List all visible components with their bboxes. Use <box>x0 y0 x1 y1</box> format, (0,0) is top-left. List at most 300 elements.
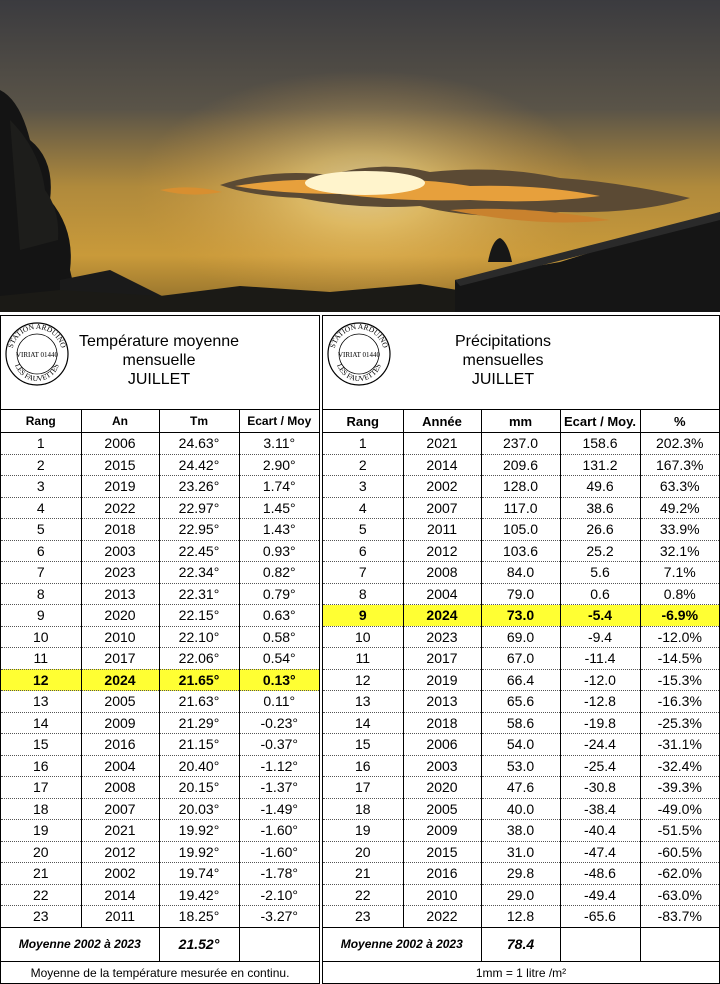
deviation-cell: -0.23° <box>239 712 319 734</box>
mm-cell: 105.0 <box>481 519 560 541</box>
percent-cell: -14.5% <box>640 648 719 670</box>
rank-cell: 17 <box>1 777 81 799</box>
percent-cell: -32.4% <box>640 755 719 777</box>
table-row <box>323 433 719 455</box>
deviation-cell: -1.60° <box>239 820 319 842</box>
deviation-cell: 3.11° <box>239 433 319 455</box>
deviation-cell: -5.4 <box>560 605 640 627</box>
table-row <box>323 454 719 476</box>
table-row <box>323 562 719 584</box>
table-row <box>323 669 719 691</box>
year-cell: 2015 <box>81 454 159 476</box>
tm-cell: 22.10° <box>159 626 239 648</box>
deviation-cell: 0.54° <box>239 648 319 670</box>
rank-cell: 13 <box>1 691 81 713</box>
table-row <box>1 863 319 885</box>
year-cell: 2008 <box>81 777 159 799</box>
deviation-cell: -48.6 <box>560 863 640 885</box>
station-stamp-logo <box>3 320 71 388</box>
table-row <box>1 626 319 648</box>
deviation-cell: -0.37° <box>239 734 319 756</box>
table-row <box>1 691 319 713</box>
year-cell: 2022 <box>81 497 159 519</box>
deviation-cell: -40.4 <box>560 820 640 842</box>
highlighted-table-row <box>323 605 719 627</box>
rank-cell: 23 <box>1 906 81 928</box>
rank-cell: 19 <box>323 820 403 842</box>
rank-cell: 21 <box>1 863 81 885</box>
deviation-cell: -12.0 <box>560 669 640 691</box>
year-cell: 2016 <box>81 734 159 756</box>
percent-cell: -62.0% <box>640 863 719 885</box>
table-row <box>323 476 719 498</box>
rank-cell: 17 <box>323 777 403 799</box>
deviation-cell: 1.74° <box>239 476 319 498</box>
table-row <box>323 777 719 799</box>
station-stamp-logo <box>325 320 393 388</box>
mm-cell: 29.0 <box>481 884 560 906</box>
tm-cell: 20.40° <box>159 755 239 777</box>
percent-cell: -83.7% <box>640 906 719 928</box>
tm-cell: 21.29° <box>159 712 239 734</box>
mm-cell: 128.0 <box>481 476 560 498</box>
mm-cell: 69.0 <box>481 626 560 648</box>
tm-cell: 21.63° <box>159 691 239 713</box>
deviation-cell: -25.4 <box>560 755 640 777</box>
table-row <box>323 841 719 863</box>
rank-cell: 12 <box>1 669 81 691</box>
deviation-cell: 2.90° <box>239 454 319 476</box>
deviation-cell: -11.4 <box>560 648 640 670</box>
deviation-cell: -1.60° <box>239 841 319 863</box>
tm-cell: 21.65° <box>159 669 239 691</box>
svg-text:LES FAUVETTES: LES FAUVETTES <box>13 362 61 384</box>
rank-cell: 9 <box>323 605 403 627</box>
table-row <box>1 454 319 476</box>
year-cell: 2021 <box>81 820 159 842</box>
year-cell: 2020 <box>403 777 481 799</box>
table-row <box>1 583 319 605</box>
tm-cell: 19.74° <box>159 863 239 885</box>
table-row <box>323 691 719 713</box>
rank-cell: 7 <box>1 562 81 584</box>
rank-cell: 22 <box>323 884 403 906</box>
mm-cell: 117.0 <box>481 497 560 519</box>
table-row <box>323 734 719 756</box>
rank-cell: 15 <box>323 734 403 756</box>
percent-cell: 49.2% <box>640 497 719 519</box>
deviation-cell: 26.6 <box>560 519 640 541</box>
average-value: 21.52° <box>159 927 239 961</box>
temperature-average-row <box>1 927 319 961</box>
precipitation-table <box>323 410 719 962</box>
table-row <box>1 497 319 519</box>
year-cell: 2015 <box>403 841 481 863</box>
mm-cell: 54.0 <box>481 734 560 756</box>
deviation-cell: 158.6 <box>560 433 640 455</box>
table-row <box>1 540 319 562</box>
rank-cell: 8 <box>1 583 81 605</box>
tm-cell: 19.92° <box>159 841 239 863</box>
deviation-cell: 1.45° <box>239 497 319 519</box>
rank-cell: 3 <box>323 476 403 498</box>
table-row <box>323 626 719 648</box>
tm-cell: 22.95° <box>159 519 239 541</box>
rank-cell: 15 <box>1 734 81 756</box>
deviation-cell: -65.6 <box>560 906 640 928</box>
rank-cell: 11 <box>323 648 403 670</box>
rank-cell: 5 <box>1 519 81 541</box>
deviation-cell: -30.8 <box>560 777 640 799</box>
table-row <box>323 863 719 885</box>
deviation-cell: -38.4 <box>560 798 640 820</box>
deviation-cell: 0.63° <box>239 605 319 627</box>
year-cell: 2018 <box>81 519 159 541</box>
mm-cell: 58.6 <box>481 712 560 734</box>
year-cell: 2019 <box>403 669 481 691</box>
tm-cell: 21.15° <box>159 734 239 756</box>
percent-cell: 202.3% <box>640 433 719 455</box>
tm-cell: 22.97° <box>159 497 239 519</box>
year-cell: 2005 <box>81 691 159 713</box>
table-row <box>1 755 319 777</box>
table-row <box>323 906 719 928</box>
average-empty <box>239 927 319 961</box>
table-row <box>323 884 719 906</box>
tm-cell: 23.26° <box>159 476 239 498</box>
col-header-rank: Rang <box>1 410 81 433</box>
mm-cell: 103.6 <box>481 540 560 562</box>
tm-cell: 22.31° <box>159 583 239 605</box>
sunset-photo <box>0 0 720 312</box>
year-cell: 2007 <box>81 798 159 820</box>
average-label: Moyenne 2002 à 2023 <box>323 927 481 961</box>
tm-cell: 22.06° <box>159 648 239 670</box>
rank-cell: 2 <box>323 454 403 476</box>
year-cell: 2002 <box>403 476 481 498</box>
deviation-cell: 5.6 <box>560 562 640 584</box>
year-cell: 2014 <box>81 884 159 906</box>
table-row <box>323 648 719 670</box>
rank-cell: 22 <box>1 884 81 906</box>
tm-cell: 20.15° <box>159 777 239 799</box>
year-cell: 2008 <box>403 562 481 584</box>
year-cell: 2009 <box>81 712 159 734</box>
year-cell: 2005 <box>403 798 481 820</box>
precipitation-table-body <box>323 433 719 928</box>
svg-text:VIRIAT 01440: VIRIAT 01440 <box>337 351 381 359</box>
year-cell: 2013 <box>81 583 159 605</box>
rank-cell: 21 <box>323 863 403 885</box>
tm-cell: 19.42° <box>159 884 239 906</box>
mm-cell: 38.0 <box>481 820 560 842</box>
table-row <box>1 884 319 906</box>
tm-cell: 20.03° <box>159 798 239 820</box>
percent-cell: -16.3% <box>640 691 719 713</box>
svg-text:VIRIAT 01440: VIRIAT 01440 <box>15 351 59 359</box>
col-header-deviation: Ecart / Moy. <box>560 410 640 433</box>
table-row <box>323 798 719 820</box>
temperature-footnote: Moyenne de la température mesurée en continu. <box>30 965 290 980</box>
rank-cell: 10 <box>1 626 81 648</box>
rank-cell: 11 <box>1 648 81 670</box>
year-cell: 2018 <box>403 712 481 734</box>
tm-cell: 24.63° <box>159 433 239 455</box>
precipitation-title-line1: Précipitations <box>454 333 552 350</box>
temperature-month: JUILLET <box>127 371 191 388</box>
year-cell: 2009 <box>403 820 481 842</box>
average-value: 78.4 <box>481 927 560 961</box>
rank-cell: 23 <box>323 906 403 928</box>
deviation-cell: 0.58° <box>239 626 319 648</box>
year-cell: 2012 <box>403 540 481 562</box>
percent-cell: -51.5% <box>640 820 719 842</box>
temperature-title-line2: mensuelle <box>122 352 196 369</box>
mm-cell: 209.6 <box>481 454 560 476</box>
mm-cell: 40.0 <box>481 798 560 820</box>
year-cell: 2010 <box>403 884 481 906</box>
mm-cell: 29.8 <box>481 863 560 885</box>
year-cell: 2004 <box>81 755 159 777</box>
year-cell: 2003 <box>403 755 481 777</box>
percent-cell: -49.0% <box>640 798 719 820</box>
tm-cell: 22.34° <box>159 562 239 584</box>
table-row <box>1 841 319 863</box>
deviation-cell: 131.2 <box>560 454 640 476</box>
precipitation-title <box>411 332 595 389</box>
year-cell: 2006 <box>403 734 481 756</box>
mm-cell: 84.0 <box>481 562 560 584</box>
table-row <box>1 605 319 627</box>
percent-cell: -39.3% <box>640 777 719 799</box>
year-cell: 2014 <box>403 454 481 476</box>
rank-cell: 1 <box>1 433 81 455</box>
percent-cell: -25.3% <box>640 712 719 734</box>
year-cell: 2024 <box>81 669 159 691</box>
deviation-cell: -2.10° <box>239 884 319 906</box>
mm-cell: 79.0 <box>481 583 560 605</box>
tm-cell: 22.15° <box>159 605 239 627</box>
mm-cell: 73.0 <box>481 605 560 627</box>
mm-cell: 12.8 <box>481 906 560 928</box>
table-row <box>323 540 719 562</box>
mm-cell: 65.6 <box>481 691 560 713</box>
rank-cell: 7 <box>323 562 403 584</box>
year-cell: 2003 <box>81 540 159 562</box>
table-row <box>1 777 319 799</box>
table-row <box>1 648 319 670</box>
table-row <box>323 712 719 734</box>
year-cell: 2020 <box>81 605 159 627</box>
svg-text:LES FAUVETTES: LES FAUVETTES <box>335 362 383 384</box>
year-cell: 2019 <box>81 476 159 498</box>
year-cell: 2006 <box>81 433 159 455</box>
precipitation-month: JUILLET <box>471 371 535 388</box>
table-row <box>323 583 719 605</box>
mm-cell: 53.0 <box>481 755 560 777</box>
deviation-cell: -24.4 <box>560 734 640 756</box>
col-header-year: An <box>81 410 159 433</box>
table-row <box>1 798 319 820</box>
deviation-cell: -47.4 <box>560 841 640 863</box>
rank-cell: 18 <box>323 798 403 820</box>
highlighted-table-row <box>1 669 319 691</box>
deviation-cell: 0.13° <box>239 669 319 691</box>
deviation-cell: 49.6 <box>560 476 640 498</box>
year-cell: 2023 <box>81 562 159 584</box>
year-cell: 2017 <box>403 648 481 670</box>
table-row <box>1 519 319 541</box>
rank-cell: 14 <box>1 712 81 734</box>
year-cell: 2016 <box>403 863 481 885</box>
precipitation-title-line2: mensuelles <box>462 352 544 369</box>
deviation-cell: 1.43° <box>239 519 319 541</box>
year-cell: 2012 <box>81 841 159 863</box>
year-cell: 2011 <box>403 519 481 541</box>
deviation-cell: -12.8 <box>560 691 640 713</box>
percent-cell: 7.1% <box>640 562 719 584</box>
table-row <box>1 820 319 842</box>
deviation-cell: 38.6 <box>560 497 640 519</box>
mm-cell: 47.6 <box>481 777 560 799</box>
precipitation-footnote: 1mm = 1 litre /m² <box>475 965 567 980</box>
mm-cell: 31.0 <box>481 841 560 863</box>
deviation-cell: -1.49° <box>239 798 319 820</box>
col-header-tm: Tm <box>159 410 239 433</box>
percent-cell: 0.8% <box>640 583 719 605</box>
year-cell: 2022 <box>403 906 481 928</box>
deviation-cell: -1.12° <box>239 755 319 777</box>
year-cell: 2004 <box>403 583 481 605</box>
deviation-cell: 0.79° <box>239 583 319 605</box>
rank-cell: 20 <box>323 841 403 863</box>
rank-cell: 14 <box>323 712 403 734</box>
rank-cell: 16 <box>323 755 403 777</box>
year-cell: 2021 <box>403 433 481 455</box>
percent-cell: 63.3% <box>640 476 719 498</box>
average-label: Moyenne 2002 à 2023 <box>1 927 159 961</box>
rank-cell: 20 <box>1 841 81 863</box>
tm-cell: 19.92° <box>159 820 239 842</box>
rank-cell: 1 <box>323 433 403 455</box>
rank-cell: 3 <box>1 476 81 498</box>
precipitation-header <box>323 316 719 410</box>
tm-cell: 22.45° <box>159 540 239 562</box>
rank-cell: 18 <box>1 798 81 820</box>
table-row <box>323 497 719 519</box>
deviation-cell: -9.4 <box>560 626 640 648</box>
table-row <box>1 476 319 498</box>
percent-cell: -12.0% <box>640 626 719 648</box>
year-cell: 2023 <box>403 626 481 648</box>
percent-cell: -63.0% <box>640 884 719 906</box>
rank-cell: 2 <box>1 454 81 476</box>
precipitation-average-row <box>323 927 719 961</box>
table-row <box>1 734 319 756</box>
tm-cell: 24.42° <box>159 454 239 476</box>
percent-cell: -6.9% <box>640 605 719 627</box>
average-empty <box>560 927 640 961</box>
percent-cell: 33.9% <box>640 519 719 541</box>
year-cell: 2002 <box>81 863 159 885</box>
year-cell: 2007 <box>403 497 481 519</box>
svg-text:STATION ARDUINO: STATION ARDUINO <box>327 321 391 350</box>
temperature-panel <box>0 315 320 984</box>
table-row <box>1 433 319 455</box>
table-row <box>1 562 319 584</box>
rank-cell: 4 <box>323 497 403 519</box>
rank-cell: 12 <box>323 669 403 691</box>
table-row <box>323 820 719 842</box>
percent-cell: -31.1% <box>640 734 719 756</box>
mm-cell: 237.0 <box>481 433 560 455</box>
table-row <box>323 755 719 777</box>
year-cell: 2024 <box>403 605 481 627</box>
percent-cell: -60.5% <box>640 841 719 863</box>
year-cell: 2010 <box>81 626 159 648</box>
temperature-title-line1: Température moyenne <box>78 333 240 350</box>
precipitation-panel <box>322 315 720 984</box>
rank-cell: 9 <box>1 605 81 627</box>
year-cell: 2017 <box>81 648 159 670</box>
average-empty <box>640 927 719 961</box>
rank-cell: 13 <box>323 691 403 713</box>
rank-cell: 19 <box>1 820 81 842</box>
temperature-header <box>1 316 319 410</box>
deviation-cell: 0.82° <box>239 562 319 584</box>
temperature-table-body <box>1 433 319 928</box>
table-row <box>323 519 719 541</box>
rank-cell: 5 <box>323 519 403 541</box>
precipitation-table-header <box>323 410 719 433</box>
deviation-cell: 0.11° <box>239 691 319 713</box>
rank-cell: 8 <box>323 583 403 605</box>
temperature-table <box>1 410 319 962</box>
rank-cell: 6 <box>1 540 81 562</box>
table-row <box>1 906 319 928</box>
deviation-cell: 25.2 <box>560 540 640 562</box>
col-header-rank: Rang <box>323 410 403 433</box>
rank-cell: 4 <box>1 497 81 519</box>
deviation-cell: 0.93° <box>239 540 319 562</box>
deviation-cell: 0.6 <box>560 583 640 605</box>
col-header-percent: % <box>640 410 719 433</box>
rank-cell: 6 <box>323 540 403 562</box>
deviation-cell: -19.8 <box>560 712 640 734</box>
year-cell: 2011 <box>81 906 159 928</box>
year-cell: 2013 <box>403 691 481 713</box>
deviation-cell: -1.78° <box>239 863 319 885</box>
deviation-cell: -3.27° <box>239 906 319 928</box>
percent-cell: -15.3% <box>640 669 719 691</box>
svg-text:STATION ARDUINO: STATION ARDUINO <box>5 321 69 350</box>
table-row <box>1 712 319 734</box>
col-header-year: Année <box>403 410 481 433</box>
mm-cell: 67.0 <box>481 648 560 670</box>
deviation-cell: -49.4 <box>560 884 640 906</box>
tm-cell: 18.25° <box>159 906 239 928</box>
col-header-mm: mm <box>481 410 560 433</box>
percent-cell: 167.3% <box>640 454 719 476</box>
mm-cell: 66.4 <box>481 669 560 691</box>
rank-cell: 16 <box>1 755 81 777</box>
rank-cell: 10 <box>323 626 403 648</box>
col-header-deviation: Ecart / Moy <box>239 410 319 433</box>
percent-cell: 32.1% <box>640 540 719 562</box>
temperature-title <box>73 332 245 389</box>
deviation-cell: -1.37° <box>239 777 319 799</box>
temperature-table-header <box>1 410 319 433</box>
